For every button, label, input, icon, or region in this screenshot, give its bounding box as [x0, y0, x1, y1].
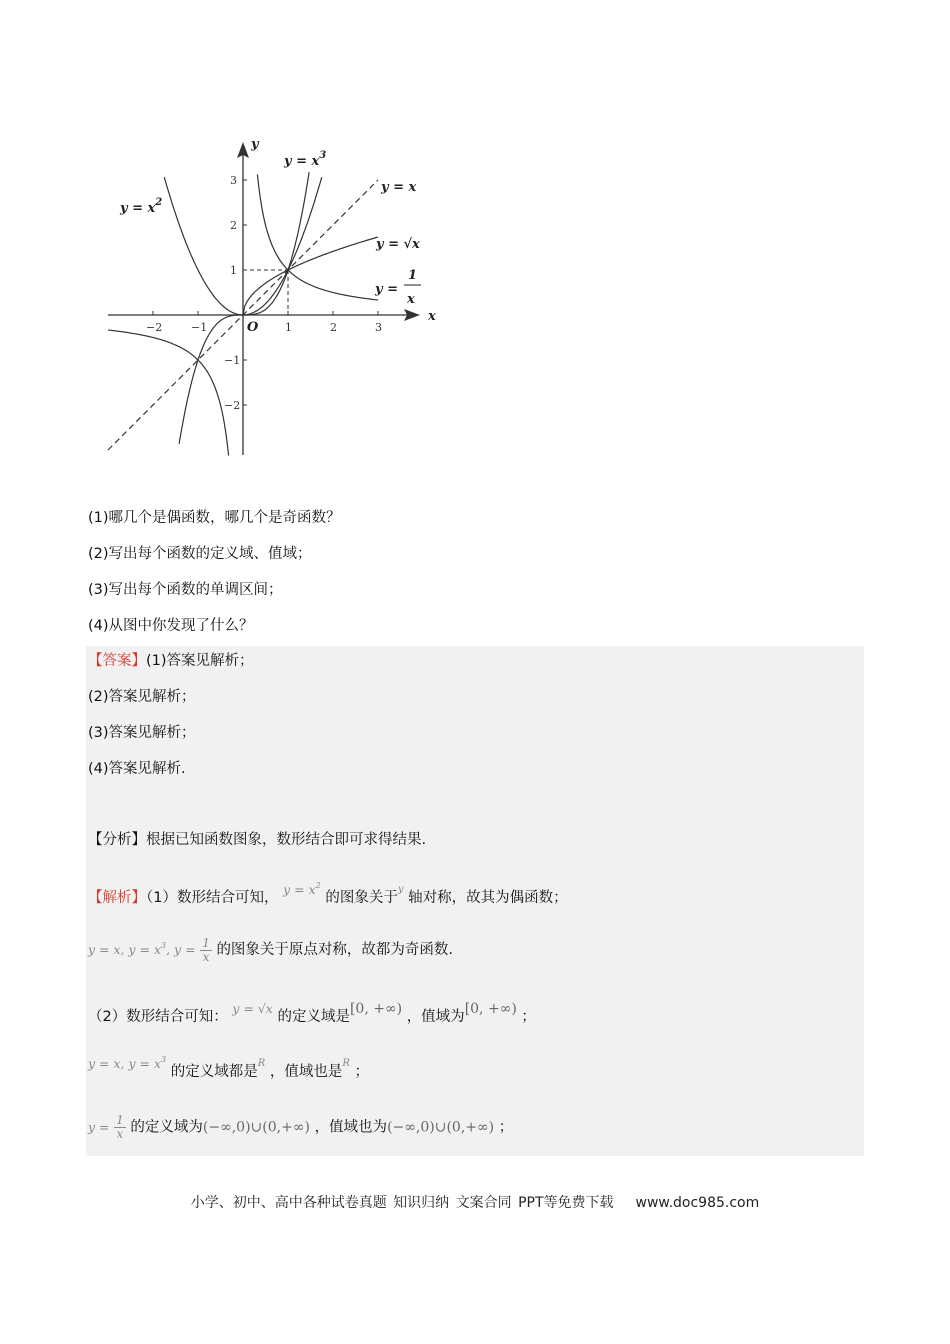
- label-reciprocal: y =: [375, 282, 398, 297]
- answer-line-4: (4)答案见解析.: [88, 761, 186, 777]
- solution-p4: y = x, $y = x^3$ 的定义域都是$^R$ ，值域也是$^R$ ；: [88, 1055, 369, 1080]
- question-1: (1)哪几个是偶函数，哪几个是奇函数？: [88, 510, 341, 526]
- x-tick-label: 3: [375, 321, 382, 334]
- answer-line-3: (3)答案见解析；: [88, 725, 196, 741]
- label-reciprocal-den: x: [407, 292, 415, 307]
- label-reciprocal-num: 1: [408, 268, 418, 283]
- y-tick-label: 3: [230, 174, 237, 187]
- answer-line-1: 【答案】(1)答案见解析；: [88, 653, 254, 669]
- function-graph: [100, 130, 445, 460]
- label-cube: $y = x^3$: [284, 150, 327, 169]
- fraction-1-over-x: $\frac{1}{x}$: [202, 935, 210, 964]
- x-tick-label: 1: [285, 321, 292, 334]
- analysis-tag: 【分析】: [88, 832, 146, 848]
- x-axis-label: x: [428, 309, 436, 324]
- answer-line-2: (2)答案见解析；: [88, 689, 196, 705]
- y-tick-label: −2: [224, 399, 241, 412]
- curve-reciprocal-positive: [257, 174, 378, 300]
- solution-p5: y = $\frac{1}{x}$ 的定义域为(−∞,0)∪(0,+∞) ，值域也为(−∞,0)∪(0,+∞) ；: [88, 1113, 514, 1141]
- label-square: $y = x^2$: [120, 197, 163, 216]
- solution-p2: y = x, $y = x^3$, y = $\frac{1}{x}$ 的图象关于原点对称，故都为奇函数.: [88, 935, 454, 964]
- solution-p3: （2）数形结合可知： y = √x 的定义域是[0, +∞) ，值域为[0, +∞) ；: [88, 1001, 536, 1025]
- y-axis-label: y: [251, 137, 259, 152]
- y-tick-label: 1: [230, 264, 237, 277]
- x-tick-label: −1: [191, 321, 208, 334]
- label-identity: y = x: [381, 180, 417, 195]
- y-tick-label: 2: [230, 219, 237, 232]
- solution-tag: 【解析】: [88, 890, 146, 906]
- footer-text: 小学、初中、高中各种试卷真题 知识归纳 文案合同 PPT等免费下载: [190, 1195, 614, 1211]
- question-4: (4)从图中你发现了什么？: [88, 618, 254, 634]
- label-sqrt: y = √x: [376, 237, 420, 252]
- fraction-1-over-x: $\frac{1}{x}$: [116, 1113, 124, 1141]
- x-tick-label: −2: [146, 321, 163, 334]
- answer-tag: 【答案】: [88, 653, 146, 669]
- curve-sqrt: [243, 237, 378, 315]
- x-tick-label: 2: [330, 321, 337, 334]
- y-tick-label: −1: [224, 354, 241, 367]
- origin-label: O: [247, 320, 259, 335]
- question-2: (2)写出每个函数的定义域、值域；: [88, 546, 312, 562]
- analysis: 【分析】根据已知函数图象，数形结合即可求得结果.: [88, 832, 427, 848]
- curve-reciprocal-negative: [108, 330, 229, 456]
- question-3: (3)写出每个函数的单调区间；: [88, 582, 283, 598]
- footer: [0, 1192, 950, 1212]
- footer-url: www.doc985.com: [635, 1195, 760, 1211]
- solution-p1: 【解析】（1）数形结合可知， $y = x^2$ 的图象关于$^y$ 轴对称，故其为偶函数；: [88, 881, 568, 906]
